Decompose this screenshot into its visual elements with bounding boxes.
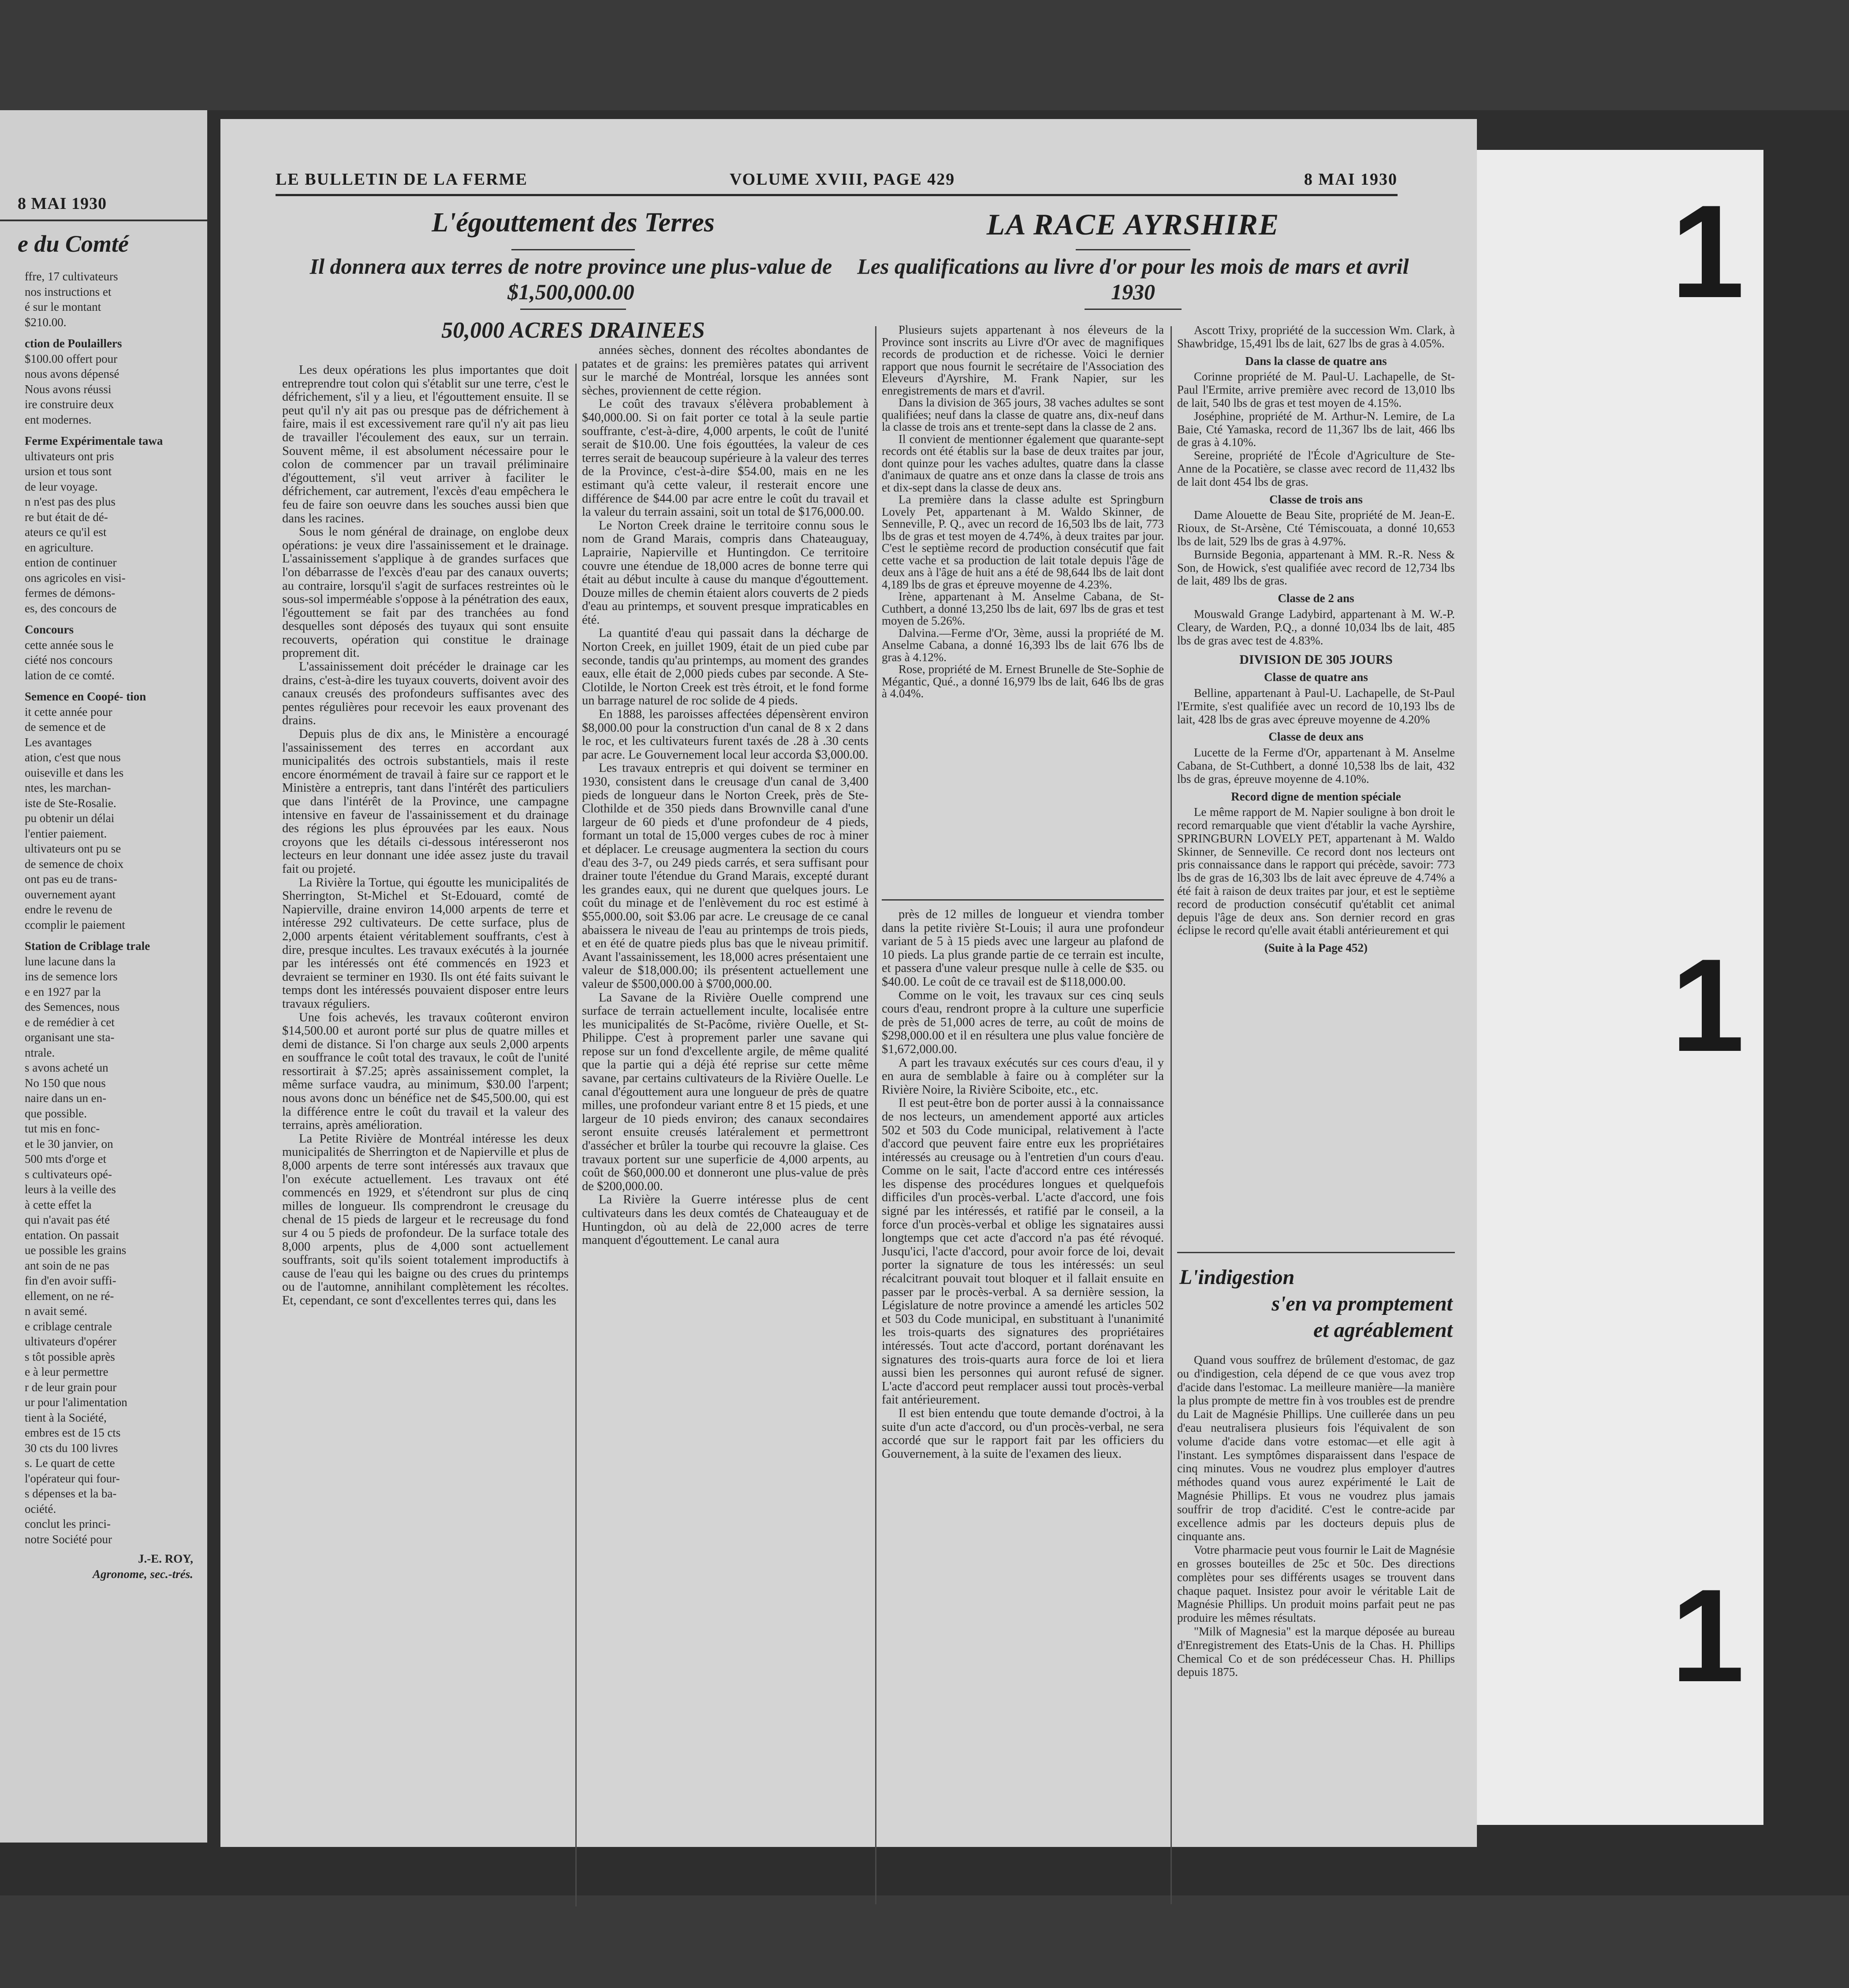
prev-line: ffre, 17 cultivateurs bbox=[25, 270, 118, 283]
article2-subtitle: Les qualifications au livre d'or pour les mois de mars et avril 1930 bbox=[857, 254, 1409, 304]
prev-line: tut mis en fonc- bbox=[25, 1122, 100, 1135]
article1-paragraph: Le coût des travaux s'élèvera probablement à $40,000.00. Si on fait porter ce total à la seule partie souffrante, c'est-à-dire, 4,000 arpents, le coût de l'unité serait de $10.00. Une fois égouttées, la valeur de ces terres serait de beaucoup supérieure à la valeur des terres de la Province, c'est-à-dire $54.00, mais en ne les estimant qu'à cette valeur, il resterait encore une différence de $44.00 par acre entre le coût du travail et la valeur du terrain assaini, soit un total de $176,000.00. bbox=[582, 397, 869, 519]
prev-line: ins de semence lors bbox=[25, 970, 118, 983]
article1-paragraph: Comme on le voit, les travaux sur ces cinq seuls cours d'eau, rendront propre à la culture une superficie de près de 51,000 acres de terre, au coût de moins de $298,000.00 et il en résultera une plus value foncière de $1,672,000.00. bbox=[882, 988, 1164, 1056]
prev-line: s dépenses et la ba- bbox=[25, 1487, 117, 1500]
prev-line: qui n'avait pas été bbox=[25, 1213, 110, 1226]
article1-paragraph: Il est bien entendu que toute demande d'octroi, à la suite d'un acte d'accord, ou d'un procès-verbal, ne sera accordé que sur le rapport fait par les officiers du Gouvernement, à la suite de l'examen des lieux. bbox=[882, 1406, 1164, 1461]
article2-class-heading: Dans la classe de quatre ans bbox=[1245, 354, 1387, 368]
prev-page-rule bbox=[0, 220, 207, 221]
running-head-rule bbox=[276, 194, 1398, 196]
prev-line: ursion et tous sont bbox=[25, 465, 112, 478]
prev-line: lation de ce comté. bbox=[25, 668, 115, 682]
prev-line: ccomplir le paiement bbox=[25, 918, 125, 931]
prev-line: ue possible les grains bbox=[25, 1243, 127, 1257]
prev-line: it cette année pour bbox=[25, 705, 112, 719]
prev-signature: J.-E. ROY, bbox=[138, 1552, 193, 1565]
prev-section-title: Ferme Expérimentale tawa bbox=[25, 434, 163, 447]
article1-sub-rule bbox=[520, 309, 626, 310]
column-divider-1 bbox=[575, 364, 577, 1906]
prev-line: é sur le montant bbox=[25, 300, 101, 313]
article3-paragraph: Quand vous souffrez de brûlement d'estomac, de gaz ou d'indigestion, cela dépend de ce que vous avez trop d'acide dans l'estomac. La meilleure manière—la manière la plus prompte de mettre fin à vos troubles est de prendre du Lait de Magnésie Phillips. Une cuillerée dans un peu d'eau neutralisera plusieurs fois l'équivalent de son volume d'acide dans votre estomac—et elle agit à l'instant. Les symptômes disparaissent dans l'espace de cinq minutes. Vous ne voudrez plus employer d'autres méthodes quand vous aurez expérimenté le Lait de Magnésie Phillips. Et vous ne voudrez plus jamais souffrir de trop d'acidité. C'est le contre-acide par excellence admis par les docteurs depuis plus de cinquante ans. bbox=[1177, 1353, 1455, 1543]
prev-section-title: ction de Poulaillers bbox=[25, 337, 122, 350]
prev-line: de leur voyage. bbox=[25, 480, 98, 493]
prev-line: conclut les princi- bbox=[25, 1517, 111, 1530]
article3-body bbox=[1177, 1353, 1455, 1679]
prev-lines bbox=[8, 269, 202, 1547]
prev-line: e criblage centrale bbox=[25, 1319, 112, 1333]
article2-paragraph: Le même rapport de M. Napier souligne à bon droit le record remarquable que vient d'établir la vache Ayrshire, SPRINGBURN LOVELY PET, appartenant à M. Waldo Skinner, de Senneville. Ce record dont nos lecteurs ont pris connaissance dans le rapport qui précède, savoir: 773 lbs de gras de 16,303 lbs de lait avec épreuve de 4.74% a été fait à raison de deux traites par jour, et est le septième record de production consécutif qu'établit cet animal depuis l'âge de deux ans. Son dernier record en gras éclipse le record qu'elle avait établi antérieurement et qui bbox=[1177, 805, 1455, 937]
prev-line: n n'est pas des plus bbox=[25, 495, 116, 508]
prev-line: ultivateurs ont pris bbox=[25, 449, 114, 463]
article2-class-heading: Classe de deux ans bbox=[1268, 730, 1364, 744]
article2-paragraph: Mouswald Grange Ladybird, appartenant à M. W.-P. Cleary, de Warden, P.Q., a donné 10,034 lbs de lait, 485 lbs de gras avec test de 4.83%. bbox=[1177, 607, 1455, 647]
article2-column-1 bbox=[882, 324, 1164, 700]
prev-line: nos instructions et bbox=[25, 285, 112, 298]
article2-class-heading: Classe de quatre ans bbox=[1264, 670, 1368, 684]
prev-section-title: Station de Criblage trale bbox=[25, 939, 150, 953]
prev-line: iste de Ste-Rosalie. bbox=[25, 796, 116, 810]
prev-line: Nous avons réussi bbox=[25, 382, 112, 396]
article2-paragraph: Irène, appartenant à M. Anselme Cabana, de St-Cuthbert, a donné 13,250 lbs de lait, 697 lbs de gras et test moyen de 5.26%. bbox=[882, 590, 1164, 627]
article1-paragraph: L'assainissement doit précéder le drainage car les drains, c'est-à-dire les tuyaux couverts, doivent avoir des canaux creusés des profondeurs suffisantes avec des pentes régulières pour recevoir les eaux provenant des drains. bbox=[282, 660, 569, 728]
prev-line: ire construire deux bbox=[25, 398, 114, 411]
prev-line: No 150 que nous bbox=[25, 1076, 106, 1090]
frame-number-2: 1 bbox=[1671, 931, 1745, 1079]
article3-paragraph: Votre pharmacie peut vous fournir le Lait de Magnésie en grosses bouteilles de 25c et 50c. Des directions complètes pour ses différents usages se trouvent dans chaque paquet. Insistez pour avoir le véritable Lait de Magnésie Phillips. Un produit moins parfait peut ne pas produire les mêmes résultats. bbox=[1177, 1543, 1455, 1625]
article2-class-heading: Record digne de mention spéciale bbox=[1231, 789, 1401, 803]
running-head-right: 8 MAI 1930 bbox=[1304, 170, 1398, 189]
article1-column-3 bbox=[882, 908, 1164, 1461]
article1-title-rule bbox=[511, 249, 635, 250]
prev-line: ntrale. bbox=[25, 1046, 55, 1059]
prev-line: e à leur permettre bbox=[25, 1365, 108, 1378]
prev-line: l'entier paiement. bbox=[25, 826, 107, 840]
article1-paragraph: En 1888, les paroisses affectées dépensèrent environ $8,000.00 pour la construction d'un canal de 8 x 2 dans le roc, et les cultivateurs furent taxés de .28 à .30 cents par acre. Le Gouvernement local leur accorda $3,000.00. bbox=[582, 707, 869, 762]
prev-line: e de remédier à cet bbox=[25, 1015, 115, 1029]
article1-paragraph: près de 12 milles de longueur et viendra tomber dans la petite rivière St-Louis; il aura une profondeur variant de 5 à 15 pieds avec une largeur au plafond de 10 pieds. La plus grande partie de ce terrain est inculte, et passera d'une valeur presque nulle à celle de $35. ou $40.00. Le coût de ce travail est de $118,000.00. bbox=[882, 908, 1164, 989]
article3-title-line2: s'en va promptement bbox=[1271, 1292, 1453, 1315]
prev-line: r de leur grain pour bbox=[25, 1380, 117, 1394]
prev-line: ultivateurs ont pu se bbox=[25, 842, 121, 855]
article2-paragraph: Rose, propriété de M. Ernest Brunelle de Ste-Sophie de Mégantic, Qué., a donné 16,979 lbs de lait, 646 lbs de gras à 4.04%. bbox=[882, 663, 1164, 700]
frame-number-3: 1 bbox=[1671, 1561, 1745, 1709]
article2-title-rule bbox=[1076, 249, 1190, 250]
prev-line: s cultivateurs opé- bbox=[25, 1167, 112, 1181]
article2-class-heading: Classe de trois ans bbox=[1269, 492, 1363, 506]
article1-subtitle: Il donnera aux terres de notre province une plus-value de $1,500,000.00 bbox=[309, 254, 832, 304]
prev-section-title: Concours bbox=[25, 623, 74, 636]
article1-paragraph: La Petite Rivière de Montréal intéresse les deux municipalités de Sherrington et de Napierville et plus de 8,000 arpents de terre sont intéressés aux travaux que l'on exécute actuellement. Les travaux ont été commencés en 1929, et s'étendront sur plus de cinq milles de longueur. Ils comprendront le creusage du chenal de 15 pieds de largeur et le recreusage du fond sur 4 ou 5 pieds de profondeur. De la surface totale des 8,000 arpents, plus de 4,000 sont actuellement souffrants, soit qu'ils soient totalement improductifs à cause de l'eau qui les baigne ou des crues du printemps ou de l'automne, annihilant complètement les récoltes. Et, cependant, ce sont d'excellentes terres qui, dans les bbox=[282, 1132, 569, 1307]
article1-paragraph: Les travaux entrepris et qui doivent se terminer en 1930, consistent dans le creusage d'un canal de 3,400 pieds de longueur dans le Norton Creek, près de Ste-Clothilde et de 350 pieds dans Brownville canal d'une largeur de 60 pieds et d'une profondeur de 4 pieds, formant un total de 15,000 verges cubes de roc à miner et déplacer. Le creusage augmentera la section du cours d'eau des 3-7, ou 249 pieds carrés, et sera suffisant pour drainer toute l'étendue du Grand Marais, excepté durant les grandes eaux, qui ne durent que quelques jours. Le coût du minage et de l'enlèvement du roc est estimé à $55,000.00, soit $3.06 par acre. Le creusage de ce canal abaissera le niveau de l'eau au printemps de trois pieds, et en été de quatre pieds plus bas que le niveau primitif. Avant l'assainissement, les 18,000 acres présentaient une valeur de $18,000.00; ils présentent actuellement une valeur de $500,000.00 à $700,000.00. bbox=[582, 761, 869, 991]
prev-page-column bbox=[8, 269, 202, 1582]
article2-sub-rule bbox=[1085, 309, 1182, 310]
article2-paragraph: Plusieurs sujets appartenant à nos éleveurs de la Province sont inscrits au Livre d'Or avec de magnifiques records de production et de richesse. Voici le dernier rapport que nous fournit le secrétaire de l'Association des Eleveurs d'Ayrshire, M. Frank Napier, sur les enregistrements de mars et d'avril. bbox=[882, 323, 1164, 397]
article2-division-heading: DIVISION DE 305 JOURS bbox=[1239, 652, 1393, 667]
newspaper-page bbox=[220, 119, 1477, 1847]
article1-paragraph: Une fois achevés, les travaux coûteront environ $14,500.00 et auront porté sur plus de quatre milles et demi de distance. Si l'on charge aux seuls 2,000 arpents en souffrance le coût total des travaux, le coût de l'unité ressortirait à $7.25; après assainissement complet, la même surface vaudra, au minimum, $30.00 l'arpent; nous avons donc un bénéfice net de $45,500.00, qui est la différence entre le coût du travail et la valeur des terrains, après amélioration. bbox=[282, 1010, 569, 1132]
previous-page-fragment bbox=[0, 110, 207, 1843]
prev-line: que possible. bbox=[25, 1106, 87, 1120]
prev-line: ateurs ce qu'il est bbox=[25, 525, 107, 539]
prev-line: ation, c'est que nous bbox=[25, 751, 121, 764]
prev-line: des Semences, nous bbox=[25, 1000, 120, 1013]
prev-line: $210.00. bbox=[25, 315, 67, 329]
prev-line: es, des concours de bbox=[25, 601, 117, 615]
article1-subhead: 50,000 ACRES DRAINEES bbox=[441, 318, 705, 343]
prev-line: endre le revenu de bbox=[25, 903, 112, 916]
prev-line: ent modernes. bbox=[25, 413, 92, 426]
prev-line: ant soin de ne pas bbox=[25, 1258, 109, 1272]
article1-paragraph: Le Norton Creek draine le territoire connu sous le nom de Grand Marais, compris dans Chateauguay, Laprairie, Napierville et Huntingdon. Ce territoire couvre une étendue de 18,000 acres de bonne terre qui était au début inculte à cause du manque d'égouttement. Douze milles de chemin étaient alors couverts de 2 pieds d'eau au printemps, et souvent presque impraticables en été. bbox=[582, 518, 869, 627]
prev-line: tient à la Société, bbox=[25, 1411, 107, 1424]
prev-line: embres est de 15 cts bbox=[25, 1426, 121, 1439]
prev-section-title: Semence en Coopé- tion bbox=[25, 690, 146, 703]
prev-line: n avait semé. bbox=[25, 1304, 87, 1318]
prev-line: notre Société pour bbox=[25, 1532, 112, 1546]
prev-line: 30 cts du 100 livres bbox=[25, 1441, 118, 1455]
prev-page-title: e du Comté bbox=[18, 231, 129, 257]
article1-paragraph: Les deux opérations les plus importantes que doit entreprendre tout colon qui s'établit sur une terre, c'est le défrichement, s'il y a lieu, et l'égouttement ensuite. Il se peut qu'il n'y ait pas ou presque pas de défrichement à faire, mais il est excessivement rare qu'il n'y ait pas lieu de travailler l'écoulement des eaux, sur un terrain. Souvent même, il est absolument nécessaire pour le colon de commencer par un travail préliminaire d'égouttement, s'il veut arriver à faciliter le défrichement, car autrement, l'excès d'eau empêchera le feu de faire son oeuvre dans les souches aussi bien que dans les racines. bbox=[282, 363, 569, 525]
article2-paragraph: Dalvina.—Ferme d'Or, 3ème, aussi la propriété de M. Anselme Cabana, a donné 16,393 lbs de lait 676 lbs de gras à 4.12%. bbox=[882, 626, 1164, 664]
article2-paragraph: Sereine, propriété de l'École d'Agriculture de Ste-Anne de la Pocatière, se classe avec record de 11,432 lbs de lait dont 454 lbs de gras. bbox=[1177, 449, 1455, 488]
article3-title-line3: et agréablement bbox=[1313, 1318, 1453, 1342]
prev-line: et le 30 janvier, on bbox=[25, 1137, 113, 1150]
article2-paragraph: Lucette de la Ferme d'Or, appartenant à M. Anselme Cabana, de St-Cuthbert, a donné 10,538 lbs de lait, 432 lbs de gras, épreuve moyenne de 4.10%. bbox=[1177, 746, 1455, 786]
article2-continued-note: (Suite à la Page 452) bbox=[1264, 941, 1368, 955]
running-head-left: LE BULLETIN DE LA FERME bbox=[276, 170, 528, 189]
prev-line: entation. On passait bbox=[25, 1228, 119, 1242]
prev-line: naire dans un en- bbox=[25, 1091, 107, 1105]
article2-paragraph: Belline, appartenant à Paul-U. Lachapelle, de St-Paul l'Ermite, s'est qualifiée avec un record de 10,193 lbs de lait, 428 lbs de gras avec épreuve moyenne de 4.20% bbox=[1177, 686, 1455, 726]
prev-line: ntes, les marchan- bbox=[25, 781, 111, 794]
article2-title: LA RACE AYRSHIRE bbox=[986, 208, 1280, 241]
prev-line: pu obtenir un délai bbox=[25, 812, 115, 825]
column-divider-3 bbox=[1171, 326, 1172, 1904]
prev-line: fermes de démons- bbox=[25, 586, 116, 599]
prev-line: ont pas eu de trans- bbox=[25, 872, 117, 886]
frame-number-1: 1 bbox=[1671, 177, 1745, 325]
prev-line: ociété. bbox=[25, 1502, 56, 1515]
running-head-center: VOLUME XVIII, PAGE 429 bbox=[730, 170, 955, 189]
article-divider-horizontal bbox=[882, 899, 1164, 901]
prev-line: re but était de dé- bbox=[25, 510, 108, 524]
prev-line: ultivateurs d'opérer bbox=[25, 1335, 117, 1348]
prev-line: de semence de choix bbox=[25, 857, 124, 871]
prev-line: ons agricoles en visi- bbox=[25, 571, 126, 584]
column-divider-2 bbox=[875, 326, 876, 1904]
prev-line: $100.00 offert pour bbox=[25, 352, 118, 365]
prev-line: nous avons dépensé bbox=[25, 367, 119, 380]
article1-paragraph: années sèches, donnent des récoltes abondantes de patates et de grains: les premières patates qui arrivent sur le marché de Montréal, lorsque les années sont sèches, proviennent de cette région. bbox=[582, 343, 869, 398]
prev-line: ention de continuer bbox=[25, 556, 117, 569]
article2-paragraph: La première dans la classe adulte est Springburn Lovely Pet, appartenant à M. Waldo Skinner, de Senneville, P. Q., avec un record de 16,503 lbs de lait, 773 lbs de gras et test moyen de 4.74%, à deux traites par jour. C'est le septième record de production consécutif que fait cette vache et sa production de lait totale depuis l'âge de deux ans à l'âge de huit ans a été de 98,644 lbs de lait dont 4,189 lbs de gras et épreuve moyenne de 4.23%. bbox=[882, 493, 1164, 591]
prev-line: ouvernement ayant bbox=[25, 887, 116, 901]
prev-line: 500 mts d'orge et bbox=[25, 1152, 107, 1165]
prev-line: l'opérateur qui four- bbox=[25, 1471, 120, 1485]
article2-paragraph: Dame Alouette de Beau Site, propriété de M. Jean-E. Rioux, de St-Arsène, Cté Témiscouata, a donné 10,653 lbs de lait, 529 lbs de gras à 4.97%. bbox=[1177, 508, 1455, 548]
article2-column-2 bbox=[1177, 324, 1455, 955]
prev-line: s. Le quart de cette bbox=[25, 1456, 115, 1470]
prev-line: s tôt possible après bbox=[25, 1350, 115, 1363]
article1-paragraph: La Rivière la Guerre intéresse plus de cent cultivateurs dans les deux comtés de Chateauguay et de Huntingdon, où au delà de 22,000 acres de terre manquent d'égouttement. Le canal aura bbox=[582, 1193, 869, 1247]
article2-paragraph: Joséphine, propriété de M. Arthur-N. Lemire, de La Baie, Cté Yamaska, record de 11,367 lbs de lait, 466 lbs de gras à 4.10%. bbox=[1177, 409, 1455, 449]
film-border-bottom bbox=[0, 1895, 1849, 1988]
film-frame-strip bbox=[1477, 150, 1763, 1825]
article1-column-1 bbox=[282, 364, 569, 1308]
prev-line: ciété nos concours bbox=[25, 653, 113, 666]
prev-line: leurs à la veille des bbox=[25, 1183, 116, 1196]
article1-title: L'égouttement des Terres bbox=[432, 208, 715, 238]
prev-line: à cette effet la bbox=[25, 1198, 92, 1211]
article2-paragraph: Corinne propriété de M. Paul-U. Lachapelle, de St-Paul l'Ermite, arrive première avec record de 13,010 lbs de lait, 540 lbs de gras et test moyen de 4.15%. bbox=[1177, 370, 1455, 410]
prev-line: s avons acheté un bbox=[25, 1061, 108, 1074]
film-border-top bbox=[0, 0, 1849, 110]
prev-line: lune lacune dans la bbox=[25, 954, 116, 968]
prev-line: Les avantages bbox=[25, 735, 92, 749]
prev-line: organisant une sta- bbox=[25, 1031, 115, 1044]
prev-line: fin d'en avoir suffi- bbox=[25, 1274, 116, 1287]
article1-paragraph: A part les travaux exécutés sur ces cours d'eau, il y en aura de semblable à faire ou à compléter sur la Rivière Noire, la Rivière Sciboite, etc., etc. bbox=[882, 1056, 1164, 1097]
prev-line: e en 1927 par la bbox=[25, 985, 101, 998]
article1-column-2 bbox=[582, 344, 869, 1247]
article3-paragraph: "Milk of Magnesia" est la marque déposée au bureau d'Enregistrement des Etats-Unis de la Chas. H. Phillips Chemical Co et de son prédécesseur Chas. H. Phillips depuis 1875. bbox=[1177, 1624, 1455, 1679]
article2-paragraph: Il convient de mentionner également que quarante-sept records ont été établis sur la base de deux traites par jour, dont quinze pour les vaches adultes, quatre dans la classe d'animaux de quatre ans et onze dans la classe de trois ans et dix-sept dans la classe de deux ans. bbox=[882, 432, 1164, 494]
prev-line: ouiseville et dans les bbox=[25, 766, 124, 779]
article3-title-line1: L'indigestion bbox=[1179, 1266, 1295, 1289]
prev-line: de semence et de bbox=[25, 720, 106, 733]
article1-paragraph: La Savane de la Rivière Ouelle comprend une surface de terrain actuellement inculte, localisée entre les municipalités de St-Pacôme, rivière Ouelle, et St-Philippe. C'est à proprement parler une savane qui repose sur un fond d'excellente argile, de même qualité que la partie qui a déjà été reprise sur cette même savane, par certains cultivateurs de la Rivière Ouelle. Le canal d'égouttement aura une longueur de près de quatre milles, une profondeur variant entre 8 et 15 pieds, et une largeur de 10 pieds environ; des canaux secondaires seront ensuite creusés latéralement et permettront d'assécher et brûler la tourbe qui recouvre la glaise. Ces travaux portent sur une superficie de 4,000 arpents, au coût de $60,000.00 et donneront une plus-value de près de $200,000.00. bbox=[582, 990, 869, 1193]
article2-class-heading: Classe de 2 ans bbox=[1278, 592, 1354, 605]
prev-line: ur pour l'alimentation bbox=[25, 1396, 127, 1409]
article2-paragraph: Ascott Trixy, propriété de la succession Wm. Clark, à Shawbridge, 15,491 lbs de lait, 627 lbs de gras à 4.05%. bbox=[1177, 324, 1455, 350]
prev-line: en agriculture. bbox=[25, 540, 93, 554]
article1-paragraph: La Rivière la Tortue, qui égoutte les municipalités de Sherrington, St-Michel et St-Edouard, comté de Napierville, draine environ 14,000 arpents de terre et intéresse 292 cultivateurs. De cette surface, plus de 2,000 arpents étaient véritablement souffrants, c'est à dire, presque incultes. Les travaux exécutés à la journée par les intéressés ont été commencés en 1923 et devraient se terminer en 1930. Ils ont été faits suivant le temps dont les intéressés pouvaient disposer entre leurs travaux réguliers. bbox=[282, 875, 569, 1011]
article1-paragraph: La quantité d'eau qui passait dans la décharge de Norton Creek, en juillet 1909, était de un pied cube par seconde, tandis qu'au printemps, au moment des grandes eaux, elle était de 2,000 pieds cubes par seconde. A Ste-Clotilde, le Norton Creek est très étroit, et le fond forme un barrage naturel de roc solide de 4 pieds. bbox=[582, 626, 869, 708]
prev-line: cette année sous le bbox=[25, 638, 114, 651]
prev-signature-title: Agronome, sec.-trés. bbox=[93, 1567, 193, 1581]
ad-divider-horizontal bbox=[1177, 1252, 1455, 1253]
article1-paragraph: Il est peut-être bon de porter aussi à la connaissance de nos lecteurs, un amendement apporté aux articles 502 et 503 du Code municipal, relativement à l'acte d'accord que peuvent faire entre eux les propriétaires intéressés au creusage ou à l'entretien d'un cours d'eau. Comme on le sait, l'acte d'accord entre ces intéressés les dispense des procédures longues et quelquefois difficiles d'un procès-verbal. L'acte d'accord, une fois signé par les intéressés, et ratifié par le conseil, a la force d'un procès-verbal et oblige les signataires aussi longtemps que cet acte d'accord n'a pas été révoqué. Jusqu'ici, l'acte d'accord, pour avoir force de loi, devait porter la signature de tous les intéressés: un seul récalcitrant pouvait tout bloquer et il fallait ensuite en passer par le procès-verbal. A sa dernière session, la Législature de notre province a amendé les articles 502 et 503 du Code municipal, en substituant à l'unanimité les trois-quarts des signatures des propriétaires intéressés. Tout acte d'accord, portant dorénavant les signatures des trois-quarts aura force de loi et liera aussi bien les personnes qui auront refusé de signer. L'acte d'accord peut remplacer aussi tout procès-verbal fait antérieurement. bbox=[882, 1096, 1164, 1407]
prev-page-date: 8 MAI 1930 bbox=[18, 194, 107, 213]
article1-paragraph: Depuis plus de dix ans, le Ministère a encouragé l'assainissement des terres en accordant aux municipalités des octrois substantiels, mais il reste encore énormément de travail à faire sur ce rapport et le Ministère a entrepris, tant dans l'intérêt des particuliers que dans l'intérêt de la Province, une campagne intensive en faveur de l'assainissement et du drainage des régions les plus éprouvées par les eaux. Nous croyons que les détails ci-dessous intéresseront nos lecteurs en leur donnant une idée assez juste du travail fait ou projeté. bbox=[282, 727, 569, 876]
article2-paragraph: Burnside Begonia, appartenant à MM. R.-R. Ness & Son, de Howick, s'est qualifiée avec record de 12,734 lbs de lait, 489 lbs de gras. bbox=[1177, 547, 1455, 588]
prev-line: ellement, on ne ré- bbox=[25, 1289, 114, 1303]
article1-paragraph: Sous le nom général de drainage, on englobe deux opérations: je veux dire l'assainissement et le drainage. L'assainissement s'applique à de grandes surfaces que l'on débarrasse de l'excès d'eau par des canaux ouverts; au contraire, lorsqu'il s'agit de surfaces restreintes où le sous-sol imperméable s'oppose à la pénétration des eaux, l'égouttement se fait par des tranchées au fond desquelles sont déposés des tuyaux qui sont ensuite recouverts, opération qui constitue le drainage proprement dit. bbox=[282, 525, 569, 660]
article2-paragraph: Dans la division de 365 jours, 38 vaches adultes se sont qualifiées; neuf dans la classe de quatre ans, dix-neuf dans la classe de trois ans et trente-sept dans la classe de 2 ans. bbox=[882, 396, 1164, 433]
